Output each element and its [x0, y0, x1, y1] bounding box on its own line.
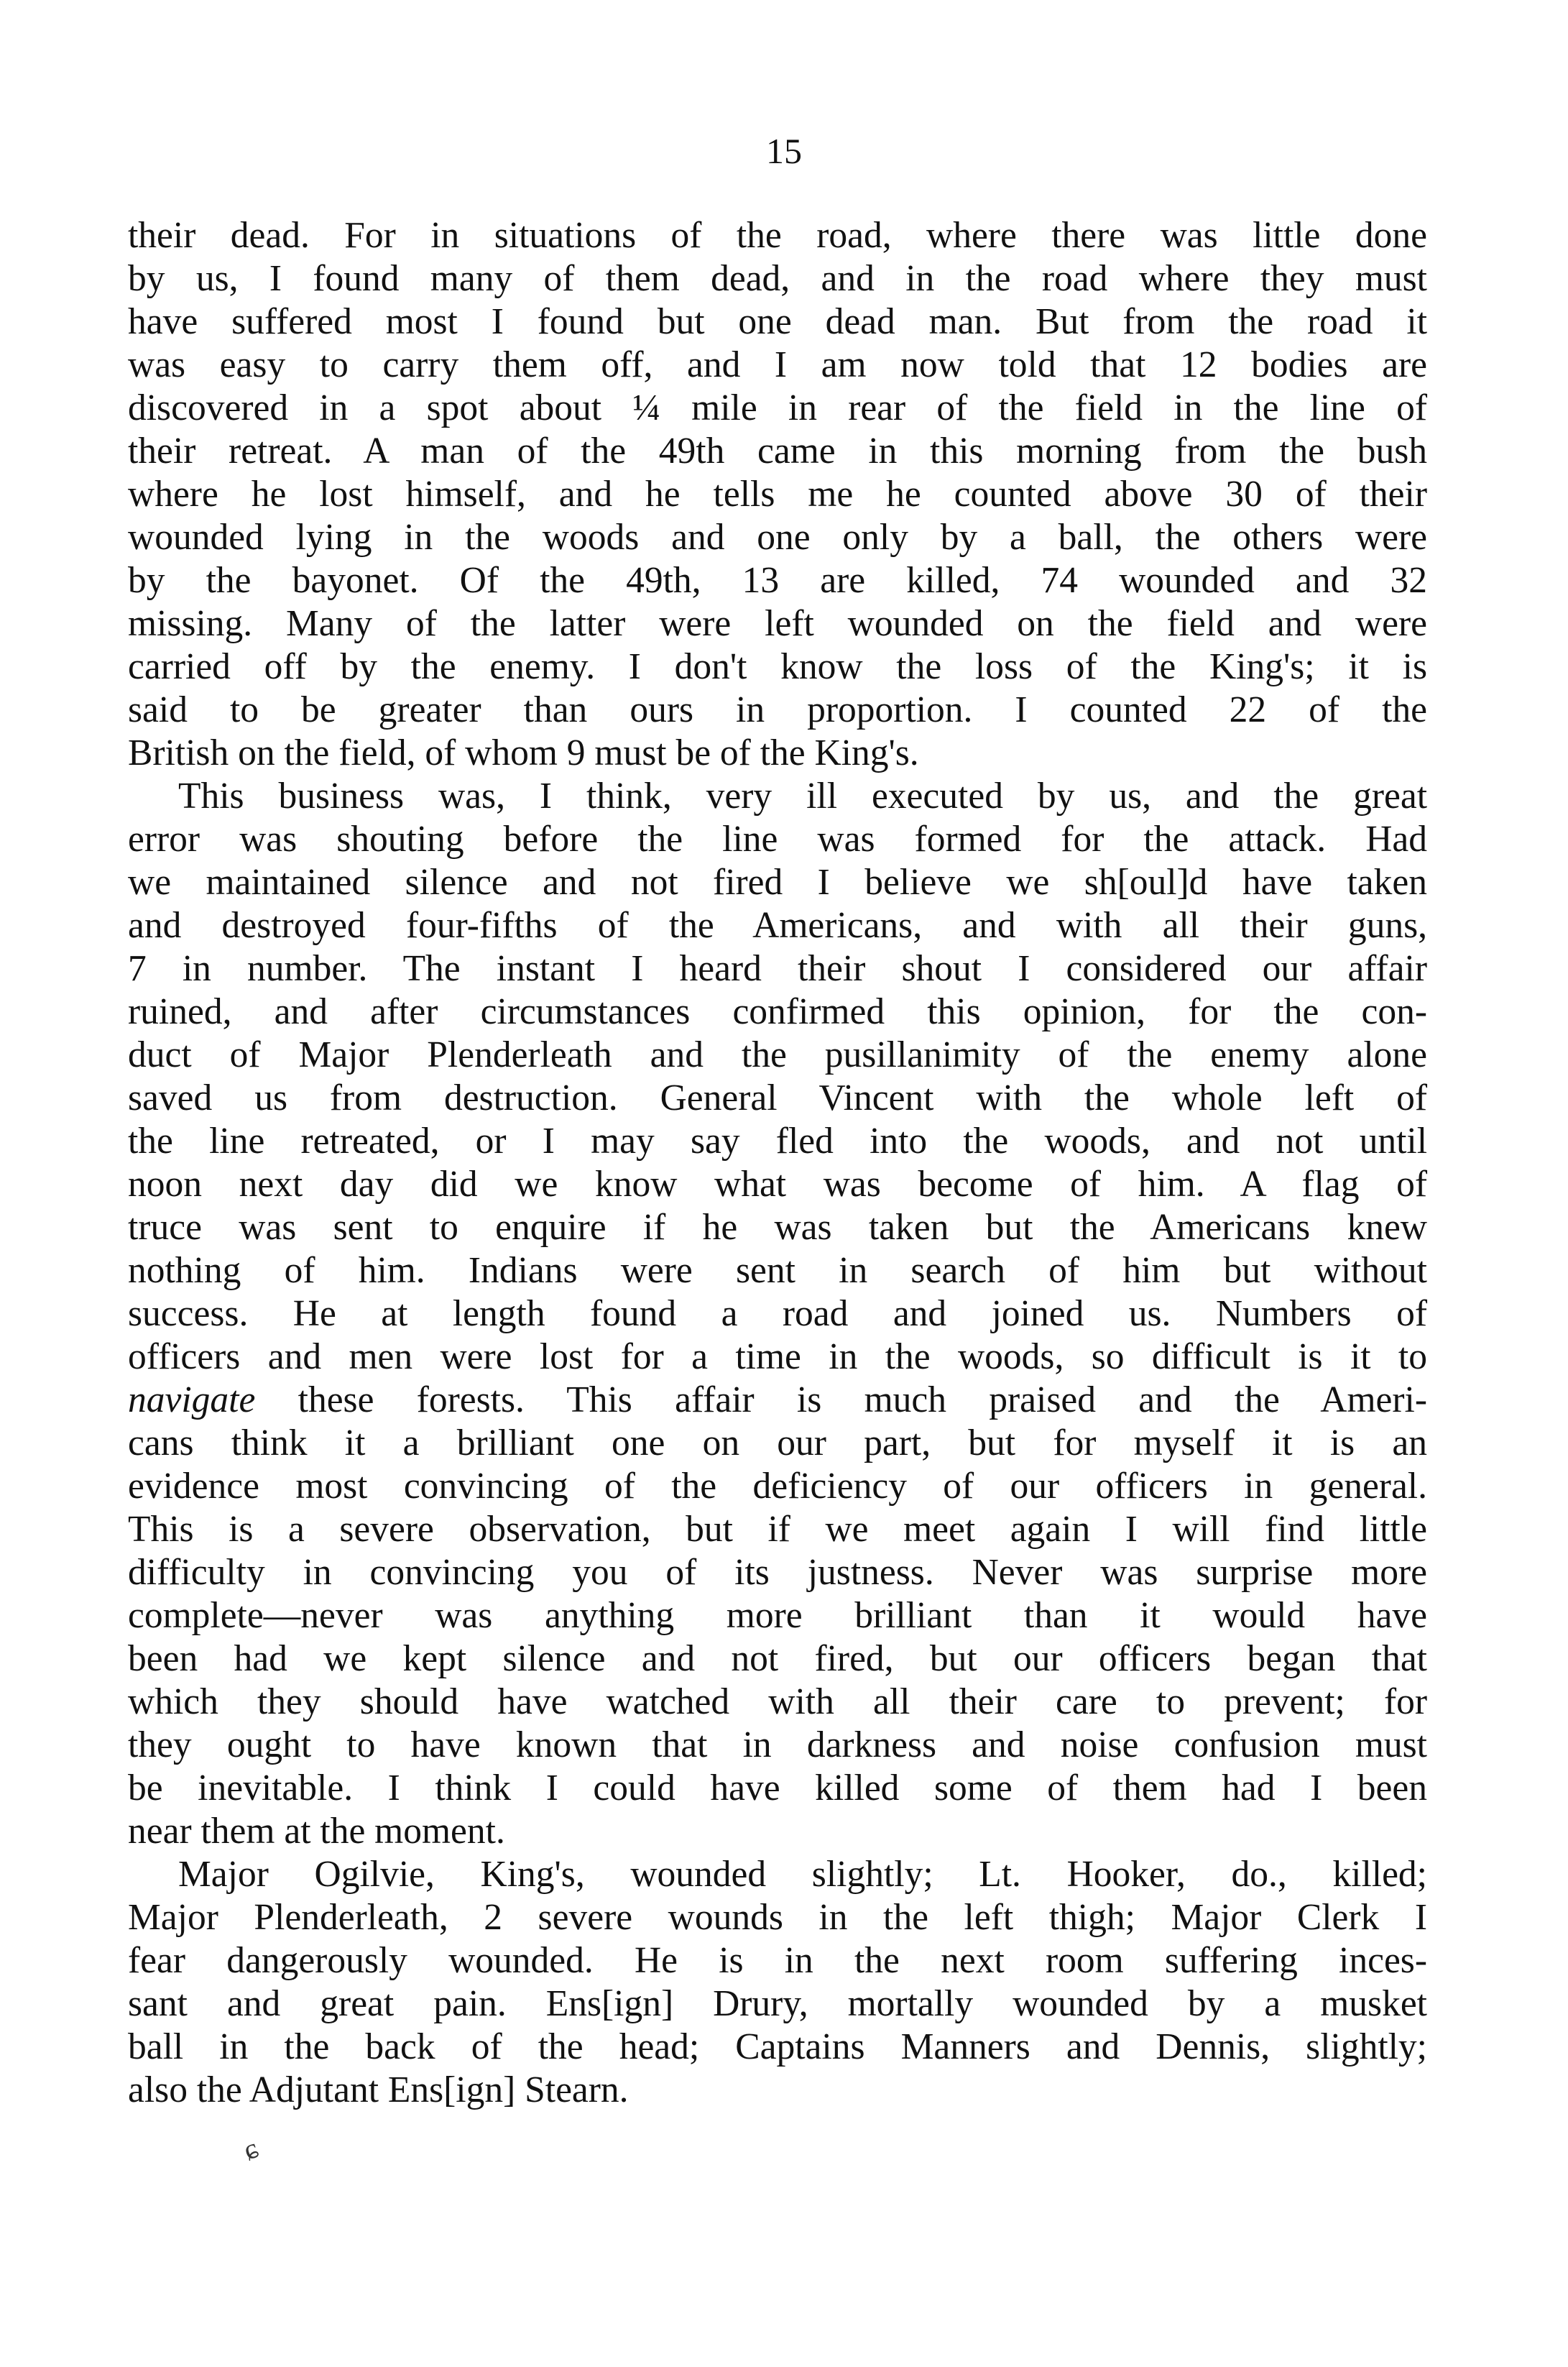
text-line: ball in the back of the head; Captains Manners and Dennis, slightly; [128, 2026, 1427, 2067]
text-line: their dead. For in situations of the road, where there was little done [128, 215, 1427, 256]
text-line: duct of Major Plenderleath and the pusillanimity of the enemy alone [128, 1034, 1427, 1075]
text-line: sant and great pain. Ens[ign] Drury, mortally wounded by a musket [128, 1983, 1427, 2024]
text-line: truce was sent to enquire if he was taken but the Americans knew [128, 1207, 1427, 1248]
text-line: which they should have watched with all their care to prevent; for [128, 1681, 1427, 1722]
text-line: error was shouting before the line was formed for the attack. Had [128, 819, 1427, 860]
text-line: noon next day did we know what was become of him. A flag of [128, 1164, 1427, 1205]
text-line: been had we kept silence and not fired, but our officers began that [128, 1638, 1427, 1679]
body-text [128, 214, 1427, 2112]
text-line: where he lost himself, and he tells me he counted above 30 of their [128, 474, 1427, 515]
page-number: 15 [766, 131, 802, 171]
text-line: missing. Many of the latter were left wounded on the field and were [128, 603, 1427, 644]
text-line: was easy to carry them off, and I am now told that 12 bodies are [128, 344, 1427, 385]
text-line: complete—never was anything more brilliant than it would have [128, 1595, 1427, 1636]
text-line: and destroyed four-fifths of the Americans, and with all their guns, [128, 905, 1427, 946]
paragraph [128, 1853, 1427, 2112]
text-line: their retreat. A man of the 49th came in this morning from the bush [128, 431, 1427, 472]
text-line: we maintained silence and not fired I believe we sh[oul]d have taken [128, 862, 1427, 903]
paragraph [128, 214, 1427, 775]
text-line: be inevitable. I think I could have killed some of them had I been [128, 1768, 1427, 1808]
text-line: This is a severe observation, but if we meet again I will find little [128, 1509, 1427, 1550]
text-line: by us, I found many of them dead, and in the road where they must [128, 258, 1427, 299]
text-line: 7 in number. The instant I heard their shout I considered our affair [128, 948, 1427, 989]
text-line-italic-start: navigate these forests. This affair is much praised and the Ameri- [128, 1379, 1427, 1420]
text-line: evidence most convincing of the deficiency of our officers in general. [128, 1466, 1427, 1507]
text-line: Major Plenderleath, 2 severe wounds in the left thigh; Major Clerk I [128, 1897, 1427, 1938]
text-line: success. He at length found a road and joined us. Numbers of [128, 1293, 1427, 1334]
text-line: have suffered most I found but one dead man. But from the road it [128, 301, 1427, 342]
text-line: discovered in a spot about ¼ mile in rear of the field in the line of [128, 387, 1427, 428]
italic-word: navigate [128, 1379, 256, 1420]
text-line: British on the field, of whom 9 must be of the King's. [128, 732, 919, 773]
text-line: This business was, I think, very ill executed by us, and the great [178, 776, 1427, 817]
text-line: they ought to have known that in darkness and noise confusion must [128, 1724, 1427, 1765]
text-line: fear dangerously wounded. He is in the next room suffering inces- [128, 1940, 1427, 1981]
text-line: cans think it a brilliant one on our part, but for myself it is an [128, 1423, 1427, 1463]
text-line: also the Adjutant Ens[ign] Stearn. [128, 2069, 629, 2110]
text-line: difficulty in convincing you of its justness. Never was surprise more [128, 1552, 1427, 1593]
text-line: Major Ogilvie, King's, wounded slightly; Lt. Hooker, do., killed; [178, 1854, 1427, 1895]
text-line: by the bayonet. Of the 49th, 13 are killed, 74 wounded and 32 [128, 560, 1427, 601]
text-line: near them at the moment. [128, 1811, 505, 1852]
text-line: said to be greater than ours in proportion. I counted 22 of the [128, 689, 1427, 730]
text-line: saved us from destruction. General Vincent with the whole left of [128, 1077, 1427, 1118]
text-line: wounded lying in the woods and one only by a ball, the others were [128, 517, 1427, 558]
text-line: officers and men were lost for a time in the woods, so difficult is it to [128, 1336, 1427, 1377]
text-line: carried off by the enemy. I don't know the loss of the King's; it is [128, 646, 1427, 687]
text-line: the line retreated, or I may say fled into the woods, and not until [128, 1121, 1427, 1162]
text-line: nothing of him. Indians were sent in search of him but without [128, 1250, 1427, 1291]
text-line: ruined, and after circumstances confirmed this opinion, for the con- [128, 991, 1427, 1032]
stray-ink-mark: ɕ [239, 2131, 262, 2166]
paragraph [128, 775, 1427, 1853]
